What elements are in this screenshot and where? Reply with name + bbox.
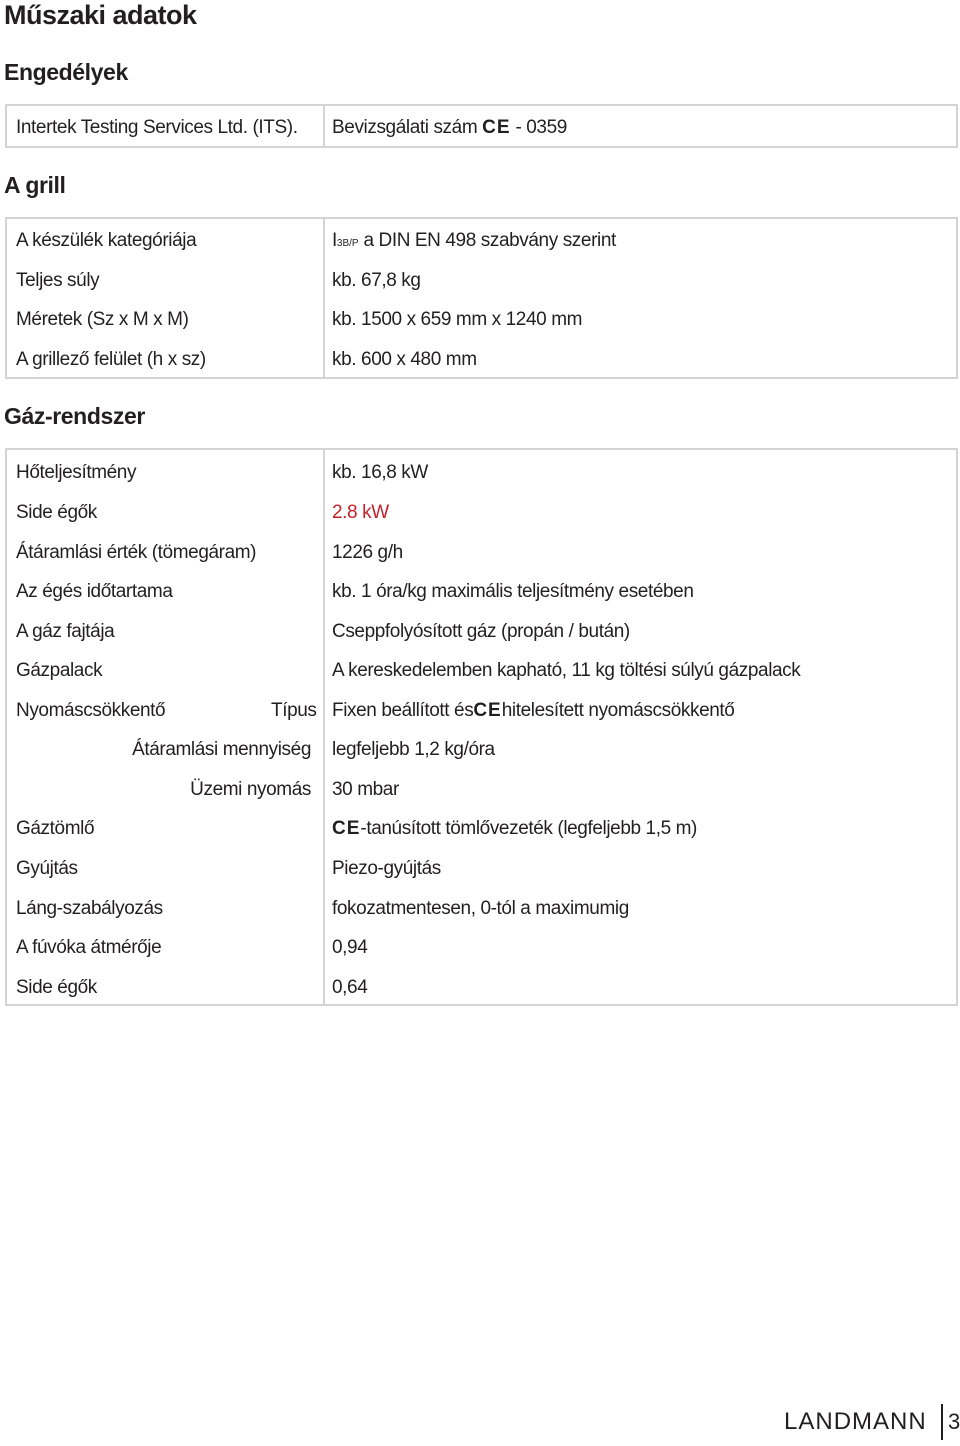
row-label: Láng-szabályozás [16, 898, 163, 919]
table-row [7, 345, 956, 375]
row-label: Gáztömlő [16, 818, 95, 839]
table-row [7, 538, 956, 568]
gas-table [5, 448, 958, 1006]
grill-title: A grill [4, 172, 66, 198]
gas-title: Gáz-rendszer [4, 403, 145, 429]
regulator-label: Nyomáscsökkentő [16, 700, 166, 721]
row-value: I3B/P a DIN EN 498 szabvány szerint [332, 230, 616, 251]
table-row [7, 458, 956, 488]
row-value: kb. 1500 x 659 mm x 1240 mm [332, 309, 583, 330]
regulator-type-value: Fixen beállított ésCEhitelesített nyomáscsökkentő [332, 700, 735, 721]
row-label: Átáramlási érték (tömegáram) [16, 542, 257, 563]
approvals-table [5, 104, 958, 148]
table-row [7, 498, 956, 528]
table-row [7, 933, 956, 963]
ce-mark-icon: CE [482, 117, 511, 138]
row-value: fokozatmentesen, 0-tól a maximumig [332, 898, 629, 919]
row-label: Side égők [16, 502, 97, 523]
table-row [7, 775, 956, 805]
row-value: kb. 16,8 kW [332, 462, 428, 483]
approvals-title: Engedélyek [4, 59, 128, 85]
row-value: A kereskedelemben kapható, 11 kg töltési súlyú gázpalack [332, 660, 801, 681]
row-label: Méretek (Sz x M x M) [16, 309, 189, 330]
footer-divider [941, 1404, 943, 1440]
brand-logo: LANDMANN [784, 1408, 927, 1435]
table-row [7, 305, 956, 335]
row-value: kb. 1 óra/kg maximális teljesítmény esetében [332, 581, 694, 602]
table-row [7, 656, 956, 686]
ce-mark-icon: CE [473, 700, 502, 721]
approval-lab: Intertek Testing Services Ltd. (ITS). [16, 117, 298, 138]
table-row [7, 266, 956, 296]
table-row [7, 577, 956, 607]
row-label: A fúvóka átmérője [16, 937, 162, 958]
ce-mark-icon: CE [332, 818, 361, 839]
row-value: kb. 600 x 480 mm [332, 349, 477, 370]
row-label: A grillező felület (h x sz) [16, 349, 206, 370]
table-row [7, 696, 956, 726]
approval-cert: Bevizsgálati szám CE - 0359 [332, 117, 567, 138]
table-row [7, 226, 956, 256]
row-value: 2.8 kW [332, 502, 389, 523]
table-row [7, 113, 956, 143]
row-label: Teljes súly [16, 270, 100, 291]
page-title: Műszaki adatok [4, 0, 197, 30]
regulator-flow-label: Átáramlási mennyiség [132, 739, 311, 760]
row-label: Gyújtás [16, 858, 78, 879]
table-row [7, 854, 956, 884]
row-value: kb. 67,8 kg [332, 270, 421, 291]
row-value: 0,64 [332, 977, 368, 998]
table-row [7, 617, 956, 647]
table-row [7, 814, 956, 844]
row-label: Az égés időtartama [16, 581, 173, 602]
regulator-pressure-value: 30 mbar [332, 779, 399, 800]
row-label: Side égők [16, 977, 97, 998]
regulator-pressure-label: Üzemi nyomás [190, 779, 311, 800]
table-row [7, 894, 956, 924]
row-value: Cseppfolyósított gáz (propán / bután) [332, 621, 630, 642]
row-label: A készülék kategóriája [16, 230, 197, 251]
table-row [7, 973, 956, 1003]
row-value: 0,94 [332, 937, 368, 958]
row-label: Gázpalack [16, 660, 103, 681]
regulator-type-label: Típus [271, 700, 317, 721]
row-value: CE-tanúsított tömlővezeték (legfeljebb 1,5 m) [332, 818, 697, 839]
table-row [7, 735, 956, 765]
row-label: Hőteljesítmény [16, 462, 137, 483]
row-value: Piezo-gyújtás [332, 858, 441, 879]
regulator-flow-value: legfeljebb 1,2 kg/óra [332, 739, 495, 760]
page-number: 3 [948, 1409, 960, 1434]
grill-table [5, 217, 958, 379]
row-label: A gáz fajtája [16, 621, 115, 642]
row-value: 1226 g/h [332, 542, 403, 563]
